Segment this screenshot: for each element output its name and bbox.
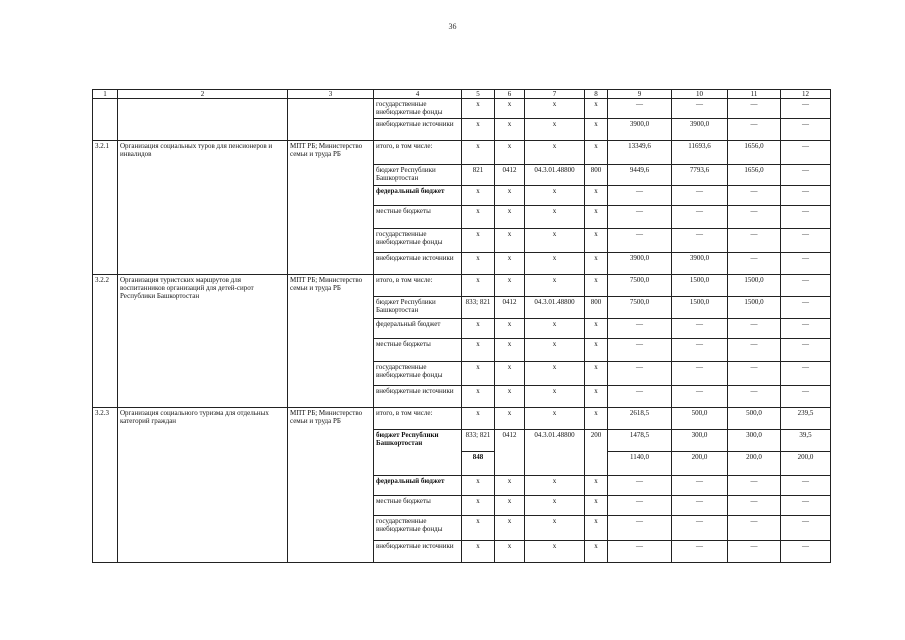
header-cell: 7 xyxy=(525,90,585,99)
cell: x xyxy=(525,99,585,119)
cell: — xyxy=(608,362,672,386)
cell: x xyxy=(462,516,495,541)
header-cell: 4 xyxy=(374,90,462,99)
cell: x xyxy=(525,339,585,362)
cell: 04.3.01.48800 xyxy=(525,165,585,186)
cell: x xyxy=(585,408,608,430)
header-cell: 12 xyxy=(781,90,831,99)
cell: — xyxy=(781,386,831,408)
cell: x xyxy=(525,541,585,563)
cell: x xyxy=(495,275,525,297)
cell: x xyxy=(495,386,525,408)
cell: 0412 xyxy=(495,297,525,319)
cell: 1656,0 xyxy=(728,165,781,186)
cell: x xyxy=(585,253,608,275)
source-cell: федеральный бюджет xyxy=(374,319,462,339)
cell: 3900,0 xyxy=(608,119,672,141)
cell: — xyxy=(672,476,728,496)
cell: x xyxy=(585,229,608,253)
cell: — xyxy=(728,319,781,339)
cell: — xyxy=(728,496,781,516)
cell: — xyxy=(608,386,672,408)
cell: — xyxy=(728,386,781,408)
cell: 04.3.01.48800 xyxy=(525,297,585,319)
cell: 7500,0 xyxy=(608,297,672,319)
cell: x xyxy=(525,186,585,206)
table-row xyxy=(93,99,831,119)
cell: x xyxy=(462,141,495,165)
cell: — xyxy=(781,496,831,516)
cell: — xyxy=(608,339,672,362)
name-cell: Организация социального туризма для отдельных категорий граждан xyxy=(118,408,288,563)
source-cell: итого, в том числе: xyxy=(374,275,462,297)
cell: — xyxy=(781,186,831,206)
cell: x xyxy=(462,253,495,275)
cell: — xyxy=(672,339,728,362)
header-cell: 11 xyxy=(728,90,781,99)
header-cell: 2 xyxy=(118,90,288,99)
source-cell: государственные внебюджетные фонды xyxy=(374,229,462,253)
cell: — xyxy=(672,229,728,253)
header-cell: 5 xyxy=(462,90,495,99)
cell: x xyxy=(525,496,585,516)
name-cell: Организация социальных туров для пенсионеров и инвалидов xyxy=(118,141,288,275)
cell: x xyxy=(462,229,495,253)
cell: x xyxy=(525,275,585,297)
cell: 3900,0 xyxy=(672,253,728,275)
name-cell: Организация туристских маршрутов для воспитанников организаций для детей-сирот Республики Башкортостан xyxy=(118,275,288,408)
cell: 821 xyxy=(462,165,495,186)
executor-cell xyxy=(288,99,374,141)
source-cell: итого, в том числе: xyxy=(374,408,462,430)
cell: 200,0 xyxy=(728,452,781,476)
source-cell: бюджет Республики Башкортостан xyxy=(374,297,462,319)
cell: — xyxy=(781,516,831,541)
cell: x xyxy=(585,206,608,229)
cell: x xyxy=(525,408,585,430)
source-cell: местные бюджеты xyxy=(374,206,462,229)
cell: x xyxy=(495,476,525,496)
cell: 1656,0 xyxy=(728,141,781,165)
cell: 13349,6 xyxy=(608,141,672,165)
cell: 1500,0 xyxy=(672,297,728,319)
num-cell: 3.2.2 xyxy=(93,275,118,408)
cell: — xyxy=(608,186,672,206)
cell: x xyxy=(462,408,495,430)
cell: x xyxy=(462,319,495,339)
cell: x xyxy=(495,319,525,339)
cell: — xyxy=(728,229,781,253)
cell: x xyxy=(462,186,495,206)
cell: x xyxy=(462,339,495,362)
cell: x xyxy=(462,386,495,408)
cell: — xyxy=(672,362,728,386)
cell: x xyxy=(462,496,495,516)
executor-cell: МПТ РБ; Министерство семьи и труда РБ xyxy=(288,141,374,275)
cell: x xyxy=(585,339,608,362)
cell: — xyxy=(781,229,831,253)
cell: x xyxy=(525,386,585,408)
cell: — xyxy=(672,206,728,229)
source-cell: бюджет Республики Башкортостан xyxy=(374,165,462,186)
cell: — xyxy=(728,362,781,386)
cell: x xyxy=(525,141,585,165)
cell: — xyxy=(781,541,831,563)
cell: 2618,5 xyxy=(608,408,672,430)
table-row xyxy=(93,408,831,430)
header-cell: 6 xyxy=(495,90,525,99)
cell: 1500,0 xyxy=(672,275,728,297)
page-number: 36 xyxy=(448,22,457,31)
cell: — xyxy=(608,541,672,563)
cell: 11693,6 xyxy=(672,141,728,165)
cell: 300,0 xyxy=(728,430,781,452)
cell: 800 xyxy=(585,165,608,186)
source-cell: местные бюджеты xyxy=(374,339,462,362)
cell: x xyxy=(585,516,608,541)
cell: 200,0 xyxy=(781,452,831,476)
cell: x xyxy=(585,476,608,496)
cell: 239,5 xyxy=(781,408,831,430)
cell: x xyxy=(462,99,495,119)
cell: — xyxy=(781,141,831,165)
name-cell xyxy=(118,99,288,141)
cell: x xyxy=(525,119,585,141)
cell: x xyxy=(462,541,495,563)
cell: — xyxy=(672,319,728,339)
cell: — xyxy=(608,99,672,119)
cell: 1500,0 xyxy=(728,297,781,319)
cell: x xyxy=(525,516,585,541)
cell: x xyxy=(585,275,608,297)
cell: — xyxy=(781,297,831,319)
cell: — xyxy=(781,319,831,339)
cell: — xyxy=(781,476,831,496)
cell: — xyxy=(608,496,672,516)
cell: x xyxy=(585,119,608,141)
source-cell: федеральный бюджет xyxy=(374,186,462,206)
cell: x xyxy=(525,229,585,253)
cell: 7500,0 xyxy=(608,275,672,297)
cell: — xyxy=(672,496,728,516)
cell: 200,0 xyxy=(672,452,728,476)
cell: x xyxy=(462,362,495,386)
cell: — xyxy=(781,119,831,141)
cell: 39,5 xyxy=(781,430,831,452)
cell: 1140,0 xyxy=(608,452,672,476)
cell: 7793,6 xyxy=(672,165,728,186)
cell: — xyxy=(728,339,781,362)
cell: x xyxy=(495,496,525,516)
cell: x xyxy=(462,275,495,297)
cell: — xyxy=(728,99,781,119)
funding-table xyxy=(92,89,831,563)
cell: — xyxy=(728,119,781,141)
cell: — xyxy=(781,99,831,119)
source-cell: внебюджетные источники xyxy=(374,119,462,141)
cell: — xyxy=(608,516,672,541)
cell: 833; 821 xyxy=(462,297,495,319)
cell: x xyxy=(462,206,495,229)
cell: x xyxy=(495,541,525,563)
cell: — xyxy=(672,516,728,541)
cell: x xyxy=(495,339,525,362)
header-cell: 1 xyxy=(93,90,118,99)
cell: x xyxy=(495,253,525,275)
num-cell: 3.2.1 xyxy=(93,141,118,275)
source-cell: итого, в том числе: xyxy=(374,141,462,165)
cell: x xyxy=(525,362,585,386)
source-cell: внебюджетные источники xyxy=(374,386,462,408)
source-cell: государственные внебюджетные фонды xyxy=(374,362,462,386)
table-row xyxy=(93,141,831,165)
cell: 800 xyxy=(585,297,608,319)
cell: — xyxy=(781,339,831,362)
cell: 3900,0 xyxy=(608,253,672,275)
cell: x xyxy=(585,319,608,339)
cell: 200 xyxy=(585,430,608,476)
cell: — xyxy=(672,386,728,408)
header-cell: 9 xyxy=(608,90,672,99)
cell: — xyxy=(608,206,672,229)
cell: — xyxy=(781,275,831,297)
header-cell: 8 xyxy=(585,90,608,99)
source-cell: государственные внебюджетные фонды xyxy=(374,99,462,119)
cell: x xyxy=(495,99,525,119)
cell: 0412 xyxy=(495,165,525,186)
cell: 1500,0 xyxy=(728,275,781,297)
cell: 300,0 xyxy=(672,430,728,452)
cell: x xyxy=(585,386,608,408)
cell: 9449,6 xyxy=(608,165,672,186)
source-cell: бюджет Республики Башкортостан xyxy=(374,430,462,476)
cell: — xyxy=(608,229,672,253)
cell: — xyxy=(781,165,831,186)
source-cell: внебюджетные источники xyxy=(374,253,462,275)
cell: — xyxy=(728,206,781,229)
cell: — xyxy=(728,186,781,206)
cell: x xyxy=(525,319,585,339)
cell: x xyxy=(525,476,585,496)
cell: x xyxy=(525,206,585,229)
cell: — xyxy=(781,253,831,275)
cell: x xyxy=(495,362,525,386)
cell: — xyxy=(728,476,781,496)
cell: x xyxy=(495,408,525,430)
cell: — xyxy=(672,186,728,206)
header-row xyxy=(93,90,831,99)
num-cell: 3.2.3 xyxy=(93,408,118,563)
cell: — xyxy=(781,206,831,229)
table-row xyxy=(93,275,831,297)
source-cell: государственные внебюджетные фонды xyxy=(374,516,462,541)
cell: — xyxy=(672,99,728,119)
cell: 0412 xyxy=(495,430,525,476)
cell: x xyxy=(495,516,525,541)
cell: x xyxy=(495,206,525,229)
cell: x xyxy=(462,119,495,141)
cell: x xyxy=(585,496,608,516)
cell: 1478,5 xyxy=(608,430,672,452)
cell: — xyxy=(728,541,781,563)
cell: 500,0 xyxy=(672,408,728,430)
header-cell: 3 xyxy=(288,90,374,99)
cell: 500,0 xyxy=(728,408,781,430)
cell: 04.3.01.48800 xyxy=(525,430,585,476)
cell: 848 xyxy=(462,452,495,476)
cell: x xyxy=(495,141,525,165)
source-cell: федеральный бюджет xyxy=(374,476,462,496)
cell: x xyxy=(495,119,525,141)
cell: x xyxy=(585,99,608,119)
source-cell: местные бюджеты xyxy=(374,496,462,516)
executor-cell: МПТ РБ; Министерство семьи и труда РБ xyxy=(288,275,374,408)
cell: x xyxy=(495,229,525,253)
cell: x xyxy=(525,253,585,275)
cell: x xyxy=(585,186,608,206)
header-cell: 10 xyxy=(672,90,728,99)
num-cell xyxy=(93,99,118,141)
cell: 833; 821 xyxy=(462,430,495,452)
cell: — xyxy=(672,541,728,563)
cell: — xyxy=(781,362,831,386)
cell: — xyxy=(728,253,781,275)
cell: x xyxy=(585,541,608,563)
source-cell: внебюджетные источники xyxy=(374,541,462,563)
cell: x xyxy=(462,476,495,496)
cell: — xyxy=(608,476,672,496)
executor-cell: МПТ РБ; Министерство семьи и труда РБ xyxy=(288,408,374,563)
cell: x xyxy=(585,141,608,165)
cell: — xyxy=(608,319,672,339)
cell: — xyxy=(728,516,781,541)
cell: x xyxy=(585,362,608,386)
cell: 3900,0 xyxy=(672,119,728,141)
cell: x xyxy=(495,186,525,206)
